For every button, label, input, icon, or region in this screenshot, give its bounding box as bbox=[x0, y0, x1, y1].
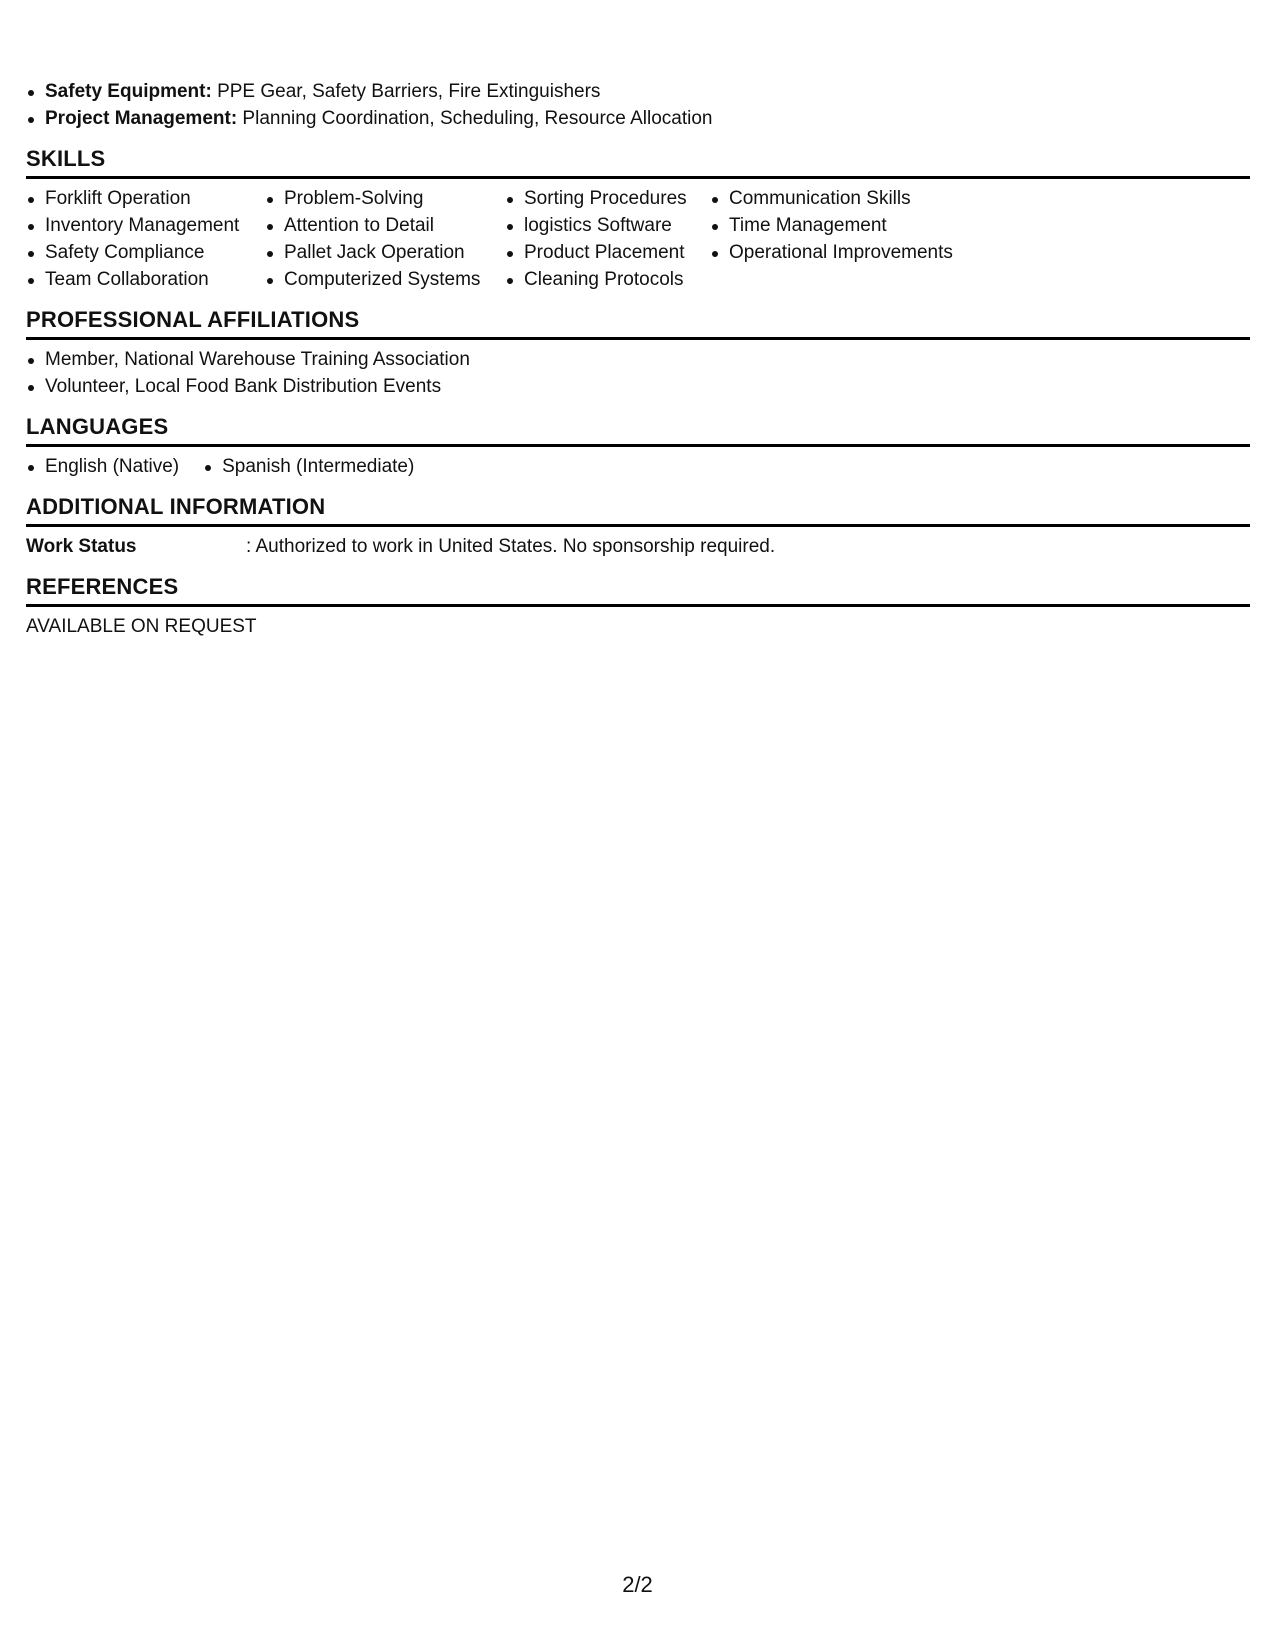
item-label: Safety Equipment: bbox=[45, 81, 212, 102]
item-text: Planning Coordination, Scheduling, Resource Allocation bbox=[237, 108, 713, 129]
list-item bbox=[26, 78, 1250, 105]
skill-item: Safety Compliance bbox=[26, 239, 241, 266]
references-text: AVAILABLE ON REQUEST bbox=[26, 616, 257, 637]
languages-list bbox=[26, 453, 1250, 480]
affiliation-item: Member, National Warehouse Training Association bbox=[26, 346, 1250, 373]
skill-item: Problem-Solving bbox=[265, 185, 481, 212]
skill-item: Operational Improvements bbox=[710, 239, 953, 266]
skills-column bbox=[26, 185, 241, 293]
skill-item: Attention to Detail bbox=[265, 212, 481, 239]
affiliations-list bbox=[26, 346, 1250, 400]
affiliation-item: Volunteer, Local Food Bank Distribution Events bbox=[26, 373, 1250, 400]
skill-item: logistics Software bbox=[505, 212, 686, 239]
skill-item: Product Placement bbox=[505, 239, 686, 266]
language-item: Spanish (Intermediate) bbox=[203, 453, 414, 480]
work-status-value: : Authorized to work in United States. No sponsorship required. bbox=[246, 536, 776, 557]
item-label: Project Management: bbox=[45, 108, 238, 129]
skill-item: Computerized Systems bbox=[265, 266, 481, 293]
references-heading: REFERENCES bbox=[26, 560, 1250, 607]
list-item bbox=[26, 105, 1250, 132]
item-text: PPE Gear, Safety Barriers, Fire Extinguishers bbox=[211, 81, 601, 102]
skill-item: Time Management bbox=[710, 212, 953, 239]
additional-info-heading: ADDITIONAL INFORMATION bbox=[26, 480, 1250, 527]
work-status-label: Work Status bbox=[26, 536, 137, 557]
languages-heading: LANGUAGES bbox=[26, 400, 1250, 447]
skills-heading: SKILLS bbox=[26, 132, 1250, 179]
skills-column bbox=[505, 185, 686, 293]
skill-item: Inventory Management bbox=[26, 212, 241, 239]
skill-item: Cleaning Protocols bbox=[505, 266, 686, 293]
skill-item: Pallet Jack Operation bbox=[265, 239, 481, 266]
skills-column bbox=[265, 185, 481, 293]
skills-grid bbox=[26, 185, 1250, 293]
tools-list bbox=[26, 78, 1250, 132]
affiliations-heading: PROFESSIONAL AFFILIATIONS bbox=[26, 293, 1250, 340]
page-number: 2/2 bbox=[622, 1572, 653, 1597]
resume-page bbox=[26, 78, 1250, 640]
skill-item: Forklift Operation bbox=[26, 185, 241, 212]
skill-item: Communication Skills bbox=[710, 185, 953, 212]
skills-column bbox=[710, 185, 953, 293]
skill-item: Team Collaboration bbox=[26, 266, 241, 293]
language-item: English (Native) bbox=[26, 453, 179, 480]
work-status-row bbox=[26, 533, 1250, 560]
skill-item: Sorting Procedures bbox=[505, 185, 686, 212]
